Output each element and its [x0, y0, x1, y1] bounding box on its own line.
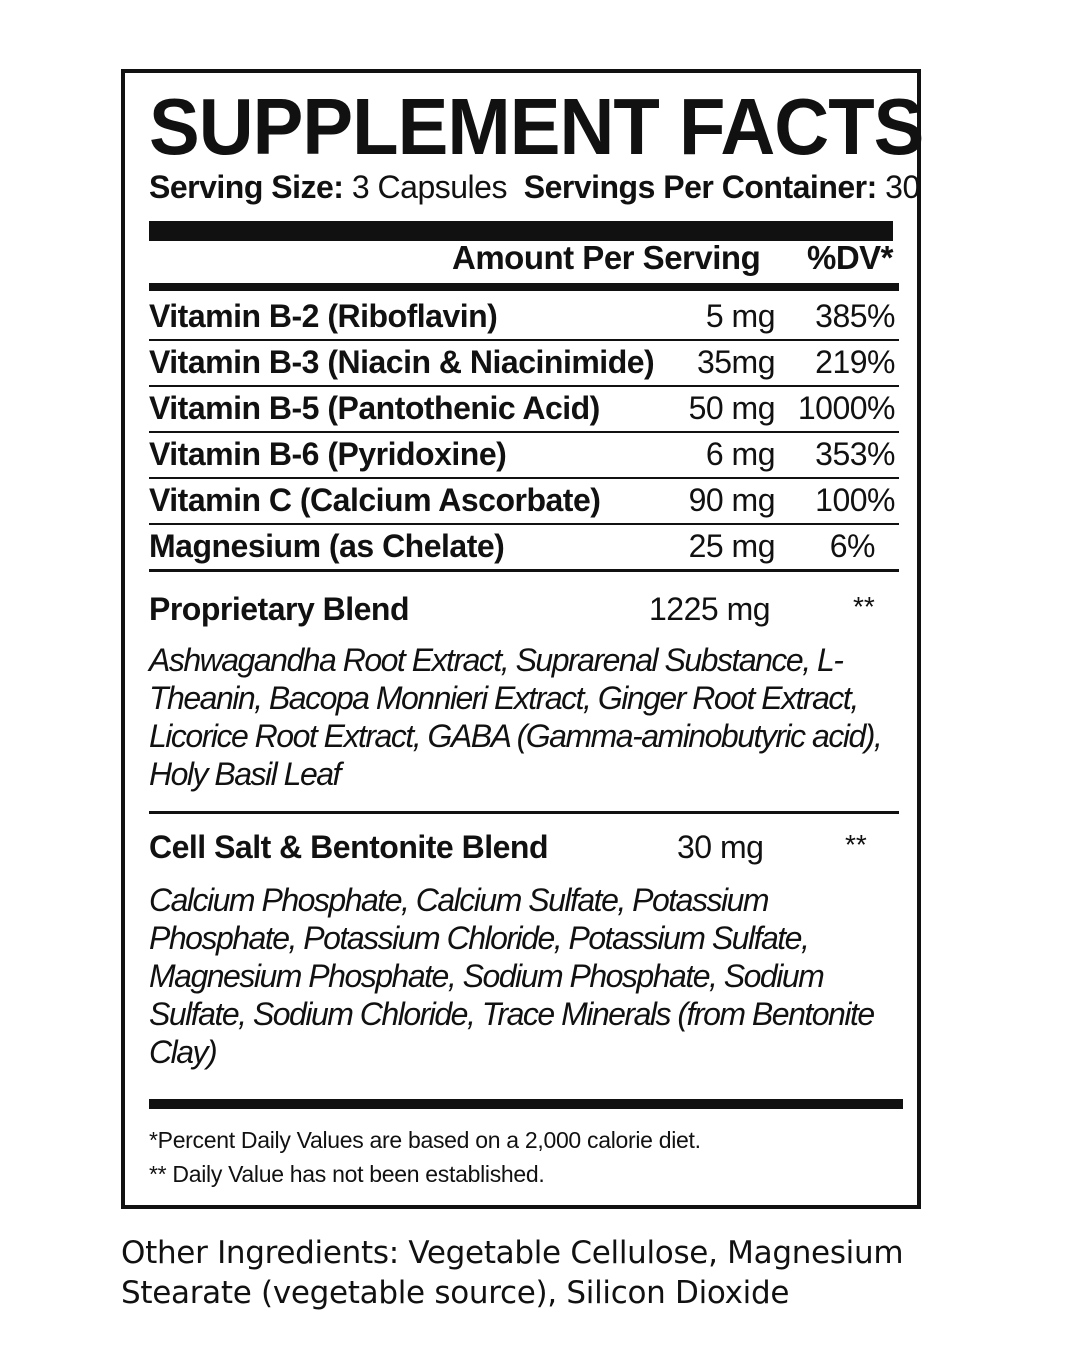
- nutrient-dv: 219%: [815, 344, 895, 380]
- blend-dv: **: [853, 591, 875, 622]
- row-divider: [149, 569, 899, 572]
- nutrient-dv: 385%: [815, 298, 895, 334]
- row-divider: [149, 339, 899, 341]
- row-divider: [149, 431, 899, 433]
- blend-dv: **: [845, 829, 867, 860]
- nutrient-amount: 6 mg: [705, 436, 775, 472]
- blend-amount: 1225 mg: [649, 591, 771, 627]
- servings-per-container-value: 30: [885, 169, 920, 205]
- nutrient-dv: 353%: [815, 436, 895, 472]
- panel-title: SUPPLEMENT FACTS: [149, 82, 924, 171]
- thick-divider-bottom: [149, 1099, 903, 1109]
- blend-ingredients: Calcium Phosphate, Calcium Sulfate, Potassium Phosphate, Potassium Chloride, Potassium Sulfate, Magnesium Phosphate, Sodium Phosphate, Sodium Sulfate, Sodium Chloride, Trace Minerals (from Bentonite Clay): [149, 882, 874, 1070]
- footnote-daily-value: *Percent Daily Values are based on a 2,000 calorie diet.: [149, 1127, 701, 1153]
- nutrient-name: Vitamin B-3 (Niacin & Niacinimide): [149, 344, 655, 380]
- footnote-not-established: ** Daily Value has not been established.: [149, 1161, 545, 1187]
- nutrient-amount: 90 mg: [688, 482, 775, 518]
- nutrient-name: Magnesium (as Chelate): [149, 528, 505, 564]
- nutrient-amount: 50 mg: [688, 390, 775, 426]
- serving-info: [149, 169, 920, 206]
- thick-divider-top: [149, 221, 893, 241]
- nutrient-name: Vitamin B-6 (Pyridoxine): [149, 436, 507, 472]
- row-divider: [149, 477, 899, 479]
- blend-ingredients: Ashwagandha Root Extract, Suprarenal Substance, L-Theanin, Bacopa Monnieri Extract, Ginger Root Extract, Licorice Root Extract, GABA (Gamma-aminobutyric acid), Holy Basil Leaf: [149, 642, 882, 792]
- header-divider: [149, 283, 899, 291]
- row-divider: [149, 523, 899, 525]
- row-divider: [149, 385, 899, 387]
- nutrient-dv: 100%: [815, 482, 895, 518]
- nutrient-dv: 6%: [829, 528, 875, 564]
- nutrient-amount: 5 mg: [705, 298, 775, 334]
- daily-value-header: %DV*: [807, 239, 894, 276]
- amount-per-serving-header: Amount Per Serving: [452, 239, 761, 276]
- serving-size-value: 3 Capsules: [351, 169, 507, 205]
- blend-name: Cell Salt & Bentonite Blend: [149, 829, 548, 865]
- blend-divider: [149, 811, 899, 814]
- nutrient-amount: 25 mg: [688, 528, 775, 564]
- nutrient-name: Vitamin B-5 (Pantothenic Acid): [149, 390, 600, 426]
- nutrient-dv: 1000%: [797, 390, 895, 426]
- nutrient-amount: 35mg: [696, 344, 775, 380]
- blend-amount: 30 mg: [677, 829, 764, 865]
- serving-size-label: Serving Size:: [149, 169, 344, 205]
- blend-name: Proprietary Blend: [149, 591, 410, 627]
- nutrient-name: Vitamin B-2 (Riboflavin): [149, 298, 498, 334]
- nutrient-name: Vitamin C (Calcium Ascorbate): [149, 482, 601, 518]
- servings-per-container-label: Servings Per Container:: [523, 169, 877, 205]
- other-ingredients: Other Ingredients: Vegetable Cellulose, Magnesium Stearate (vegetable source), Silicon Dioxide: [121, 1235, 904, 1311]
- supplement-facts-panel: [121, 69, 924, 1209]
